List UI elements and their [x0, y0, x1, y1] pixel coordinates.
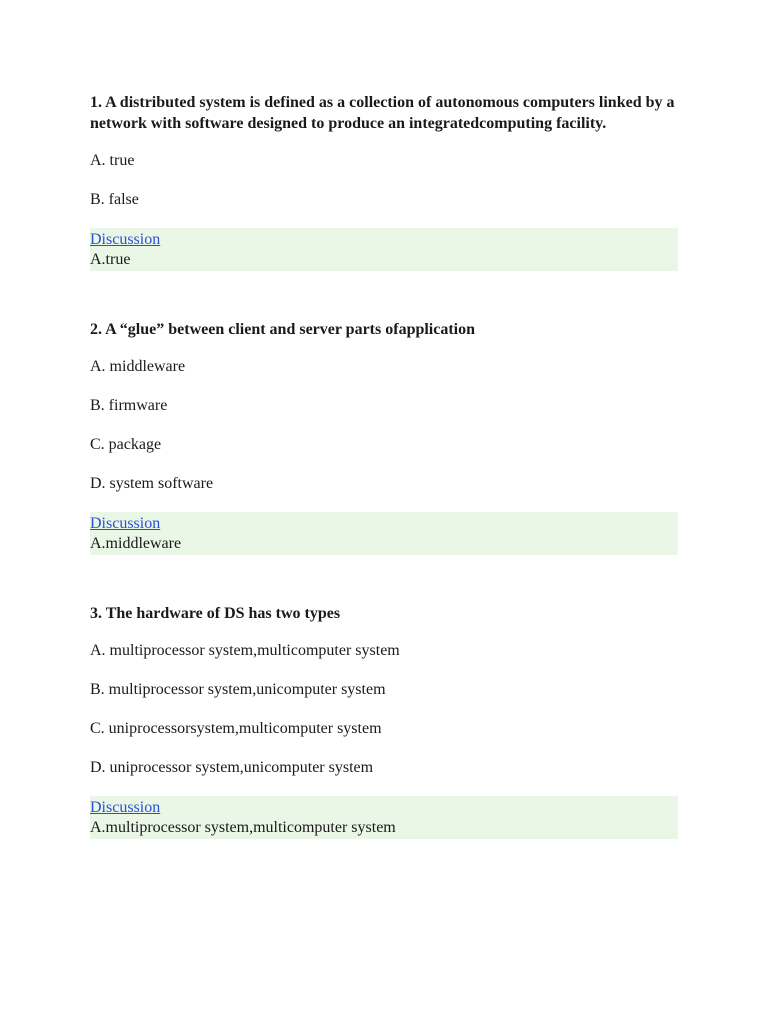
option-a: A. multiprocessor system,multicomputer system: [90, 642, 400, 659]
option-a: A. true: [90, 152, 135, 169]
discussion-link[interactable]: Discussion: [90, 515, 161, 532]
option-d: D. uniprocessor system,unicomputer system: [90, 759, 374, 776]
discussion-box: [90, 796, 678, 839]
answer-text: A.middleware: [90, 535, 182, 552]
discussion-link[interactable]: Discussion: [90, 231, 161, 248]
option-b: B. false: [90, 191, 139, 208]
option-c: C. uniprocessorsystem,multicomputer system: [90, 720, 382, 737]
question-title: 2. A “glue” between client and server parts ofapplication: [90, 321, 476, 338]
option-d: D. system software: [90, 475, 214, 492]
answer-text: A.multiprocessor system,multicomputer system: [90, 819, 396, 836]
question-1: [90, 92, 678, 271]
question-3: [90, 603, 678, 839]
quiz-page: [90, 92, 678, 887]
option-c: C. package: [90, 436, 162, 453]
discussion-box: [90, 228, 678, 271]
question-title: 1. A distributed system is defined as a collection of autonomous computers linked by a network with software designed to produce an integratedcomputing facility.: [90, 94, 675, 132]
question-title: 3. The hardware of DS has two types: [90, 605, 341, 622]
question-2: [90, 319, 678, 555]
option-b: B. firmware: [90, 397, 168, 414]
option-b: B. multiprocessor system,unicomputer system: [90, 681, 386, 698]
answer-text: A.true: [90, 251, 131, 268]
option-a: A. middleware: [90, 358, 186, 375]
discussion-link[interactable]: Discussion: [90, 799, 161, 816]
discussion-box: [90, 512, 678, 555]
